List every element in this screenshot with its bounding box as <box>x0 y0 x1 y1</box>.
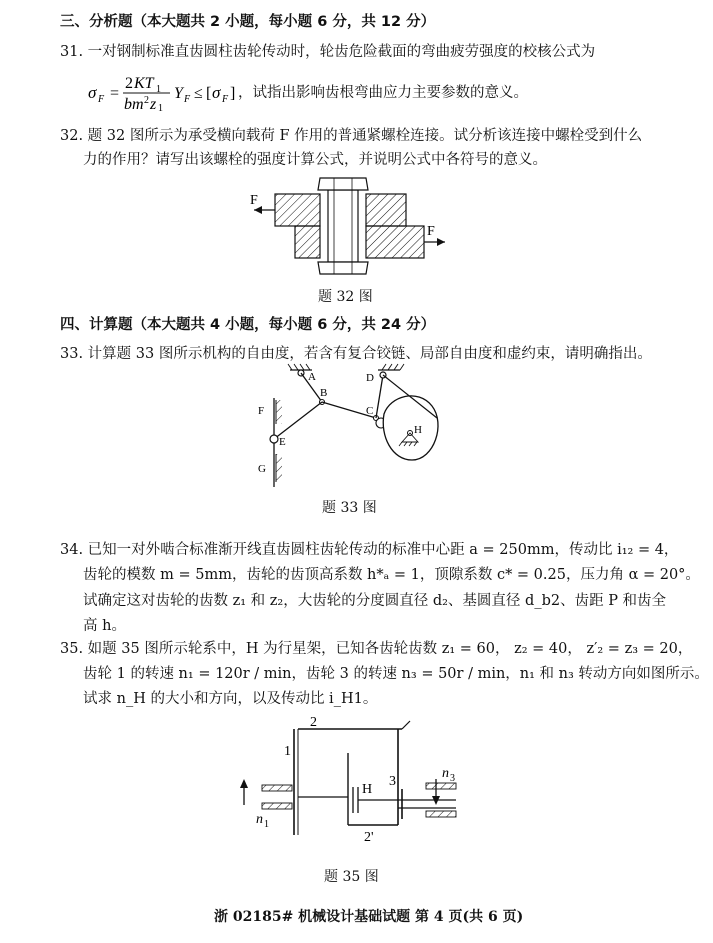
question-34-line4: 高 h。 <box>83 618 126 634</box>
lower-plate-right <box>366 226 424 258</box>
label-gear-1: 1 <box>284 744 291 759</box>
question-33-text: 33. 计算题 33 图所示机构的自由度，若含有复合铰链、局部自由度和虚约束，请明确指出。 <box>60 346 652 362</box>
svg-text:1: 1 <box>156 84 161 95</box>
cam <box>383 396 438 460</box>
svg-text:σ: σ <box>212 83 221 102</box>
page-footer: 浙 02185# 机械设计基础试题 第 4 页(共 6 页) <box>214 909 524 925</box>
svg-text:F: F <box>98 94 105 105</box>
svg-text:1: 1 <box>158 103 163 112</box>
label-gear-2: 2 <box>310 715 317 730</box>
question-34-line3: 试确定这对齿轮的齿数 z₁ 和 z₂，大齿轮的分度圆直径 d₂、基圆直径 d_b2、齿距 P 和齿全 <box>83 593 667 609</box>
question-35-line3: 试求 n_H 的大小和方向，以及传动比 i_H1。 <box>83 691 378 707</box>
label-n1-sub: 1 <box>264 819 269 830</box>
svg-text:2: 2 <box>144 95 149 106</box>
label-n3-sub: 3 <box>450 773 455 784</box>
label-b: B <box>320 387 328 399</box>
svg-text:bm: bm <box>124 96 144 112</box>
svg-text:σ: σ <box>88 83 97 102</box>
force-label-right: F <box>427 224 435 239</box>
lower-plate-left <box>295 226 320 258</box>
label-gear-3: 3 <box>389 774 396 789</box>
figure-32-caption: 题 32 图 <box>318 289 373 305</box>
label-carrier-h: H <box>362 782 373 797</box>
bearing-left-top <box>262 785 292 791</box>
upper-plate-right <box>366 194 406 226</box>
label-e: E <box>279 436 286 448</box>
figure-32-bolt-joint <box>240 172 460 282</box>
label-g: G <box>258 463 266 475</box>
svg-text:F: F <box>222 94 229 105</box>
svg-text:[: [ <box>206 85 212 102</box>
question-34-line2: 齿轮的模数 m = 5mm，齿轮的齿顶高系数 h*ₐ = 1，顶隙系数 c* = 0.25，压力角 α = 20°。 <box>83 567 700 583</box>
svg-text:2: 2 <box>125 75 133 92</box>
force-label-left: F <box>250 193 258 208</box>
svg-text:Y: Y <box>174 85 183 102</box>
formula-31-tail: ，试指出影响齿根弯曲应力主要参数的意义。 <box>238 85 528 101</box>
label-n3: n <box>442 766 449 781</box>
label-c: C <box>366 405 374 417</box>
label-gear-2prime: 2' <box>364 830 374 845</box>
figure-33-mechanism <box>250 362 460 492</box>
upper-plate-left <box>275 194 320 226</box>
label-h: H <box>414 424 422 436</box>
bolt-shank <box>328 190 358 262</box>
label-d: D <box>366 372 374 384</box>
question-35-line1: 35. 如题 35 图所示轮系中，H 为行星架，已知各齿轮齿数 z₁ = 60， z₂ = 40， z′₂ = z₃ = 20， <box>60 641 693 657</box>
question-32-line2: 力的作用？请写出该螺栓的强度计算公式，并说明公式中各符号的意义。 <box>83 152 547 168</box>
joint-e <box>270 435 278 443</box>
svg-text:]: ] <box>230 85 236 102</box>
bearing-right-bottom <box>426 811 456 817</box>
figure-35-gear-train <box>236 713 476 848</box>
section-4-heading: 四、计算题（本大题共 4 小题，每小题 6 分，共 24 分） <box>60 317 436 333</box>
bolt-head <box>318 178 368 190</box>
figure-35-caption: 题 35 图 <box>324 869 379 885</box>
svg-text:KT: KT <box>134 75 154 92</box>
label-n1: n <box>256 812 263 827</box>
svg-text:=: = <box>110 85 120 102</box>
svg-text:≤: ≤ <box>194 85 203 102</box>
bearing-left-bottom <box>262 803 292 809</box>
formula-31 <box>88 70 528 112</box>
question-31-text: 31. 一对钢制标准直齿圆柱齿轮传动时，轮齿危险截面的弯曲疲劳强度的校核公式为 <box>60 44 596 60</box>
label-a: A <box>308 371 316 383</box>
question-34-line1: 34. 已知一对外啮合标准渐开线直齿圆柱齿轮传动的标准中心距 a = 250mm，传动比 i₁₂ = 4， <box>60 542 679 558</box>
question-35-line2: 齿轮 1 的转速 n₁ = 120r / min，齿轮 3 的转速 n₃ = 50r / min，n₁ 和 n₃ 转动方向如图所示。 <box>83 666 709 682</box>
svg-text:F: F <box>184 94 191 105</box>
link-cd <box>376 375 383 418</box>
figure-33-caption: 题 33 图 <box>322 500 377 516</box>
question-32-line1: 32. 题 32 图所示为承受横向载荷 F 作用的普通紧螺栓连接。试分析该连接中螺栓受到什么 <box>60 128 643 144</box>
nut <box>318 262 368 274</box>
label-f: F <box>258 405 265 417</box>
svg-text:z: z <box>150 96 157 112</box>
section-3-heading: 三、分析题（本大题共 2 小题，每小题 6 分，共 12 分） <box>60 14 436 30</box>
